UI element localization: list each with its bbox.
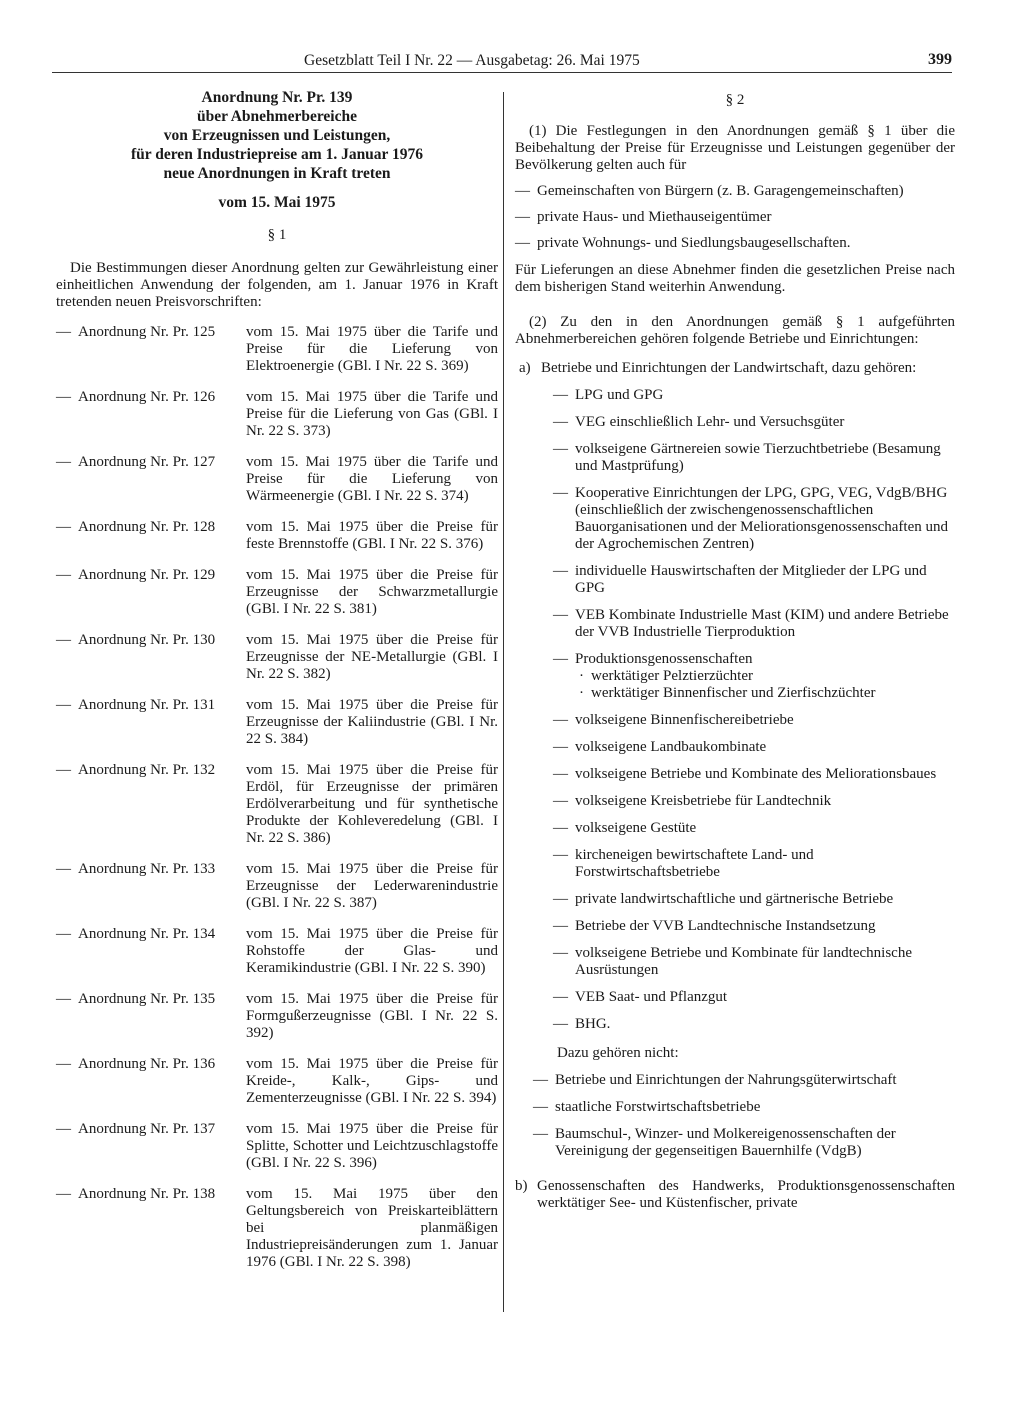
dash: — <box>553 918 568 934</box>
list-item-text: volkseigene Gärtnereien sowie Tierzuchtbetriebe (Besamung und Mastprüfung) <box>575 441 941 474</box>
ordinance-label: Anordnung Nr. Pr. 138 <box>78 1186 216 1202</box>
list-item <box>553 793 955 810</box>
list-item <box>553 820 955 837</box>
list-item-text: VEG einschließlich Lehr- und Versuchsgüter <box>575 414 845 430</box>
list-item-text: private Haus- und Miethauseigentümer <box>537 209 772 225</box>
item-b-label: b) <box>515 1178 528 1194</box>
page-number: 399 <box>928 51 952 68</box>
dash: — <box>56 861 71 877</box>
title-line: von Erzeugnissen und Leistungen, <box>163 127 391 144</box>
list-item <box>56 991 498 1042</box>
dash: — <box>553 989 568 1005</box>
list-item-text: VEB Kombinate Industrielle Mast (KIM) und andere Betriebe der VVB Industrielle Tierproduktion <box>575 607 949 640</box>
header-rule <box>52 72 952 73</box>
list-item <box>553 891 955 908</box>
list-item <box>553 387 955 404</box>
list-item-text: Betriebe und Einrichtungen der Nahrungsgüterwirtschaft <box>555 1072 897 1088</box>
dash: — <box>533 1126 548 1142</box>
sub-item <box>575 668 955 685</box>
dash: — <box>553 441 568 457</box>
dash: — <box>553 891 568 907</box>
title-line: Anordnung Nr. Pr. 139 <box>201 89 353 106</box>
list-item <box>553 607 955 641</box>
list-item <box>553 847 955 881</box>
dash: — <box>553 414 568 430</box>
dash: — <box>553 820 568 836</box>
list-item <box>533 1099 955 1116</box>
item-b-text: Genossenschaften des Handwerks, Produktionsgenossenschaften werktätiger See- und Küstenfischer, private <box>537 1178 955 1211</box>
column-divider <box>503 92 504 1312</box>
list-item-text: staatliche Forstwirtschaftsbetriebe <box>555 1099 761 1115</box>
list-item-text: volkseigene Betriebe und Kombinate des Meliorationsbaues <box>575 766 937 782</box>
list-item-text: LPG und GPG <box>575 387 664 403</box>
dash: — <box>56 389 71 405</box>
ordinance-list <box>56 324 498 1271</box>
dash: — <box>56 1121 71 1137</box>
ordinance-label: Anordnung Nr. Pr. 135 <box>78 991 216 1007</box>
list-item-text: kircheneigen bewirtschaftete Land- und Forstwirtschaftsbetriebe <box>575 847 814 880</box>
dash: — <box>515 209 530 225</box>
list-1 <box>515 183 955 252</box>
title-line: über Abnehmerbereiche <box>196 108 357 125</box>
list-item <box>56 697 498 748</box>
list-item <box>56 1121 498 1172</box>
item-a-text: Betriebe und Einrichtungen der Landwirtschaft, dazu gehören: <box>541 360 917 376</box>
list-item-text: private Wohnungs- und Siedlungsbaugesellschaften. <box>537 235 851 251</box>
dash: — <box>56 632 71 648</box>
agriculture-list <box>553 387 955 1033</box>
right-column <box>515 92 955 1212</box>
ordinance-label: Anordnung Nr. Pr. 134 <box>78 926 216 942</box>
dash: — <box>56 567 71 583</box>
list-item <box>56 632 498 683</box>
list-item-text: Baumschul-, Winzer- und Molkereigenossenschaften der Vereinigung der gegenseitigen Bauernhilfe (VdgB) <box>555 1126 896 1159</box>
list-item <box>56 454 498 505</box>
dash: — <box>553 1016 568 1032</box>
section-heading-1: § 1 <box>267 227 287 243</box>
running-title: Gesetzblatt Teil I Nr. 22 — Ausgabetag: 26. Mai 1975 <box>304 52 640 69</box>
list-item-text: Betriebe der VVB Landtechnische Instandsetzung <box>575 918 876 934</box>
ordinance-label: Anordnung Nr. Pr. 130 <box>78 632 216 648</box>
title-line: für deren Industriepreise am 1. Januar 1976 <box>130 146 424 163</box>
list-item <box>56 567 498 618</box>
dash: — <box>56 991 71 1007</box>
dash: — <box>533 1099 548 1115</box>
list-item-text: Gemeinschaften von Bürgern (z. B. Garagengemeinschaften) <box>537 183 904 199</box>
list-item <box>553 485 955 553</box>
item-b <box>515 1178 955 1212</box>
dash: — <box>553 793 568 809</box>
item-a-label: a) <box>519 360 531 376</box>
ordinance-label: Anordnung Nr. Pr. 133 <box>78 861 216 877</box>
list-item <box>553 918 955 935</box>
ordinance-text: vom 15. Mai 1975 über die Preise für Erzeugnisse der Schwarzmetallurgie (GBl. I Nr. 22 S. 381) <box>246 567 498 617</box>
dash: — <box>553 739 568 755</box>
bullet: · <box>579 685 584 701</box>
dash: — <box>515 235 530 251</box>
ordinance-label: Anordnung Nr. Pr. 132 <box>78 762 216 778</box>
list-item <box>553 651 955 702</box>
list-item <box>553 441 955 475</box>
list-item <box>533 1126 955 1160</box>
section-heading-2: § 2 <box>725 92 745 108</box>
dash: — <box>553 485 568 501</box>
list-item-text: volkseigene Betriebe und Kombinate für landtechnische Ausrüstungen <box>575 945 912 978</box>
ordinance-label: Anordnung Nr. Pr. 129 <box>78 567 216 583</box>
list-item <box>553 766 955 783</box>
ordinance-text: vom 15. Mai 1975 über die Preise für Formgußerzeugnisse (GBl. I Nr. 22 S. 392) <box>246 991 498 1041</box>
dash: — <box>553 945 568 961</box>
list-item <box>56 1056 498 1107</box>
dash: — <box>56 1056 71 1072</box>
ordinance-text: vom 15. Mai 1975 über die Preise für Rohstoffe der Glas- und Keramikindustrie (GBl. I Nr. 22 S. 390) <box>246 926 498 976</box>
ordinance-text: vom 15. Mai 1975 über die Preise für Splitte, Schotter und Leichtzuschlagstoffe (GBl. I Nr. 22 S. 396) <box>246 1121 498 1171</box>
ordinance-label: Anordnung Nr. Pr. 136 <box>78 1056 216 1072</box>
ordinance-text: vom 15. Mai 1975 über die Preise für feste Brennstoffe (GBl. I Nr. 22 S. 376) <box>246 519 498 552</box>
left-column <box>56 88 498 1271</box>
list-item <box>553 712 955 729</box>
dash: — <box>56 762 71 778</box>
ordinance-label: Anordnung Nr. Pr. 125 <box>78 324 216 340</box>
ordinance-text: vom 15. Mai 1975 über die Tarife und Preise für die Lieferung von Gas (GBl. I Nr. 22 S. 373) <box>246 389 498 439</box>
list-item <box>553 1016 955 1033</box>
ordinance-label: Anordnung Nr. Pr. 137 <box>78 1121 216 1137</box>
running-header <box>52 52 952 70</box>
sub-item-text: werktätiger Binnenfischer und Zierfischzüchter <box>591 685 876 701</box>
dash: — <box>56 1186 71 1202</box>
list-item-label: Produktionsgenossenschaften <box>575 651 753 667</box>
ordinance-text: vom 15. Mai 1975 über die Preise für Erzeugnisse der Lederwarenindustrie (GBl. I Nr. 22 S. 387) <box>246 861 498 911</box>
list-item-text <box>575 651 955 702</box>
ordinance-date: vom 15. Mai 1975 <box>218 194 336 211</box>
ordinance-title <box>56 88 498 183</box>
ordinance-text: vom 15. Mai 1975 über die Tarife und Preise für die Lieferung von Wärmeenergie (GBl. I Nr. 22 S. 374) <box>246 454 498 504</box>
ordinance-text: vom 15. Mai 1975 über den Geltungsbereich von Preiskarteiblättern bei planmäßigen Industriepreisänderungen zum 1. Januar 1976 (GBl. I Nr. 22 S. 398) <box>246 1186 498 1270</box>
list-item <box>56 926 498 977</box>
ordinance-text: vom 15. Mai 1975 über die Preise für Kreide-, Kalk-, Gips- und Zementerzeugnisse (GBl. I Nr. 22 S. 394) <box>246 1056 498 1106</box>
list-item-text: volkseigene Kreisbetriebe für Landtechnik <box>575 793 832 809</box>
exclusions-heading: Dazu gehören nicht: <box>557 1045 679 1061</box>
list-item-text: volkseigene Landbaukombinate <box>575 739 767 755</box>
ordinance-label: Anordnung Nr. Pr. 128 <box>78 519 216 535</box>
paragraph-1: (1) Die Festlegungen in den Anordnungen gemäß § 1 über die Beibehaltung der Preise für Erzeugnisse und Leistungen gegenüber der Bevölkerung gelten auch für <box>515 123 955 173</box>
dash: — <box>553 847 568 863</box>
list-item <box>515 209 955 226</box>
dash: — <box>553 651 568 667</box>
dash: — <box>56 454 71 470</box>
dash: — <box>553 712 568 728</box>
ordinance-text: vom 15. Mai 1975 über die Tarife und Preise für die Lieferung von Elektroenergie (GBl. I Nr. 22 S. 369) <box>246 324 498 374</box>
list-item-text: VEB Saat- und Pflanzgut <box>575 989 728 1005</box>
bullet: · <box>579 668 584 684</box>
exclusions-list <box>533 1072 955 1160</box>
list-item <box>515 183 955 200</box>
list-item <box>553 563 955 597</box>
list-item-text: volkseigene Binnenfischereibetriebe <box>575 712 794 728</box>
item-a <box>519 360 955 377</box>
list-item-text: private landwirtschaftliche und gärtnerische Betriebe <box>575 891 894 907</box>
list-item <box>56 389 498 440</box>
list-item <box>56 519 498 553</box>
list-item <box>56 861 498 912</box>
dash: — <box>553 387 568 403</box>
dash: — <box>56 519 71 535</box>
dash: — <box>56 926 71 942</box>
list-item <box>553 989 955 1006</box>
list-item <box>56 762 498 847</box>
list-item-text: BHG. <box>575 1016 611 1032</box>
list-item-text: Kooperative Einrichtungen der LPG, GPG, VEG, VdgB/BHG (einschließlich der zwischengenossenschaftlichen Bauorganisationen und der Meliorationsgenossenschaften und der Agrochemischen Zentren) <box>575 485 948 552</box>
title-line: neue Anordnungen in Kraft treten <box>163 165 391 182</box>
list-item <box>553 414 955 431</box>
list-item <box>553 739 955 756</box>
list-item-text: individuelle Hauswirtschaften der Mitglieder der LPG und GPG <box>575 563 927 596</box>
dash: — <box>515 183 530 199</box>
ordinance-label: Anordnung Nr. Pr. 126 <box>78 389 216 405</box>
ordinance-text: vom 15. Mai 1975 über die Preise für Erzeugnisse der NE-Metallurgie (GBl. I Nr. 22 S. 382) <box>246 632 498 682</box>
intro-paragraph: Die Bestimmungen dieser Anordnung gelten zur Gewährleistung einer einheitlichen Anwendung der folgenden, am 1. Januar 1976 in Kraft tretenden neuen Preisvorschriften: <box>56 260 498 310</box>
dash: — <box>533 1072 548 1088</box>
dash: — <box>553 607 568 623</box>
ordinance-label: Anordnung Nr. Pr. 131 <box>78 697 216 713</box>
dash: — <box>553 563 568 579</box>
dash: — <box>553 766 568 782</box>
list-item <box>533 1072 955 1089</box>
paragraph-1-end: Für Lieferungen an diese Abnehmer finden die gesetzlichen Preise nach dem bisherigen Stand weiterhin Anwendung. <box>515 262 955 295</box>
list-item <box>56 324 498 375</box>
dash: — <box>56 697 71 713</box>
sub-item <box>575 685 955 702</box>
sub-item-text: werktätiger Pelztierzüchter <box>591 668 753 684</box>
ordinance-label: Anordnung Nr. Pr. 127 <box>78 454 216 470</box>
ordinance-text: vom 15. Mai 1975 über die Preise für Erdöl, für Erzeugnisse der primären Erdölverarbeitung und für synthetische Produkte der Kohleveredelung (GBl. I Nr. 22 S. 386) <box>246 762 498 846</box>
list-item <box>515 235 955 252</box>
list-item <box>56 1186 498 1271</box>
list-item-text: volkseigene Gestüte <box>575 820 697 836</box>
dash: — <box>56 324 71 340</box>
list-item <box>553 945 955 979</box>
paragraph-2: (2) Zu den in den Anordnungen gemäß § 1 aufgeführten Abnehmerbereichen gehören folgende Betriebe und Einrichtungen: <box>515 314 955 347</box>
ordinance-text: vom 15. Mai 1975 über die Preise für Erzeugnisse der Kaliindustrie (GBl. I Nr. 22 S. 384) <box>246 697 498 747</box>
